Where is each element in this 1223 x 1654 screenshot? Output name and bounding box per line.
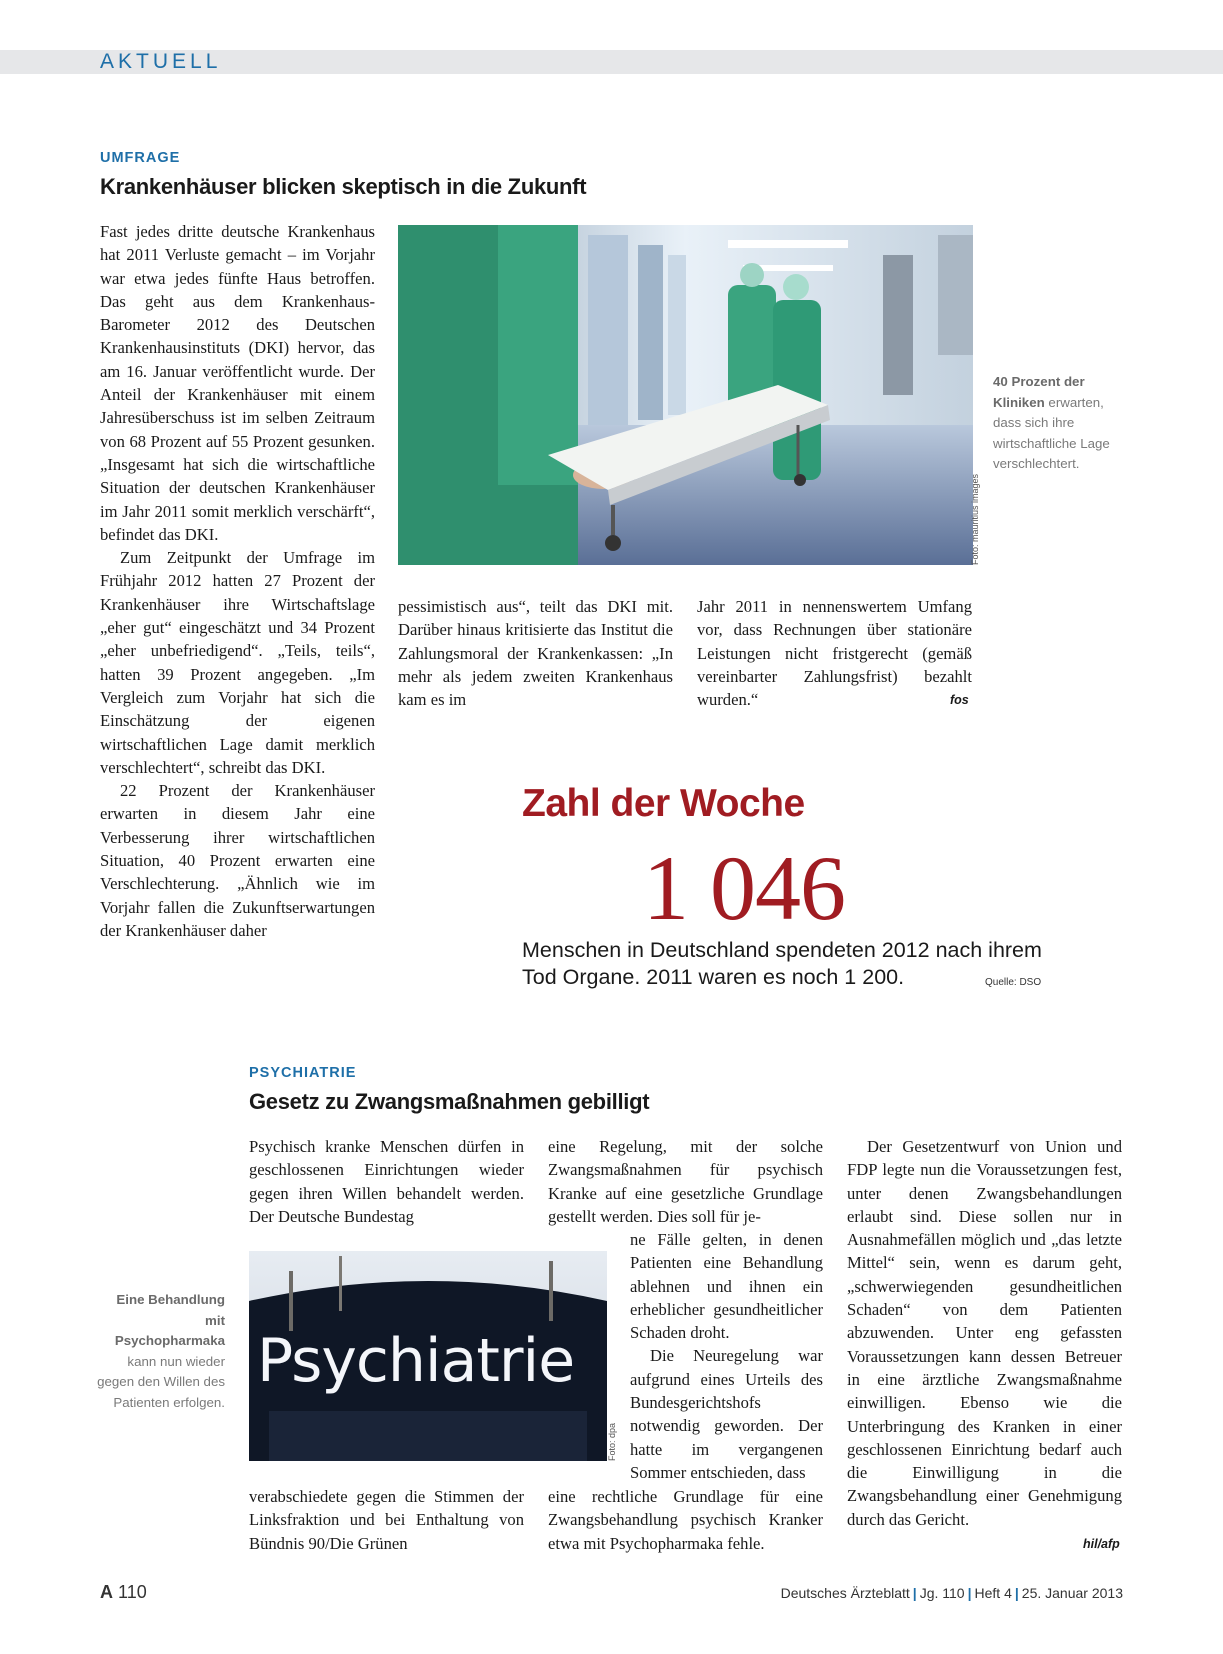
article2-col1-top [249,1135,524,1228]
article2-col3 [847,1135,1122,1531]
psychiatrie-sign-image [249,1251,607,1461]
journal-info [781,1585,1123,1601]
article2-paragraph: verabschiedete gegen die Stimmen der Linksfraktion und bei Enthaltung von Bündnis 90/Die Grünen [249,1487,524,1553]
article2-paragraph: eine rechtliche Grundlage für eine Zwangsbehandlung psychisch Kranker etwa mit Psychopharmaka fehle. [548,1487,823,1553]
section-label: AKTUELL [100,50,222,73]
article2-kicker: PSYCHIATRIE [249,1065,357,1081]
article1-title: Krankenhäuser blicken skeptisch in die Zukunft [100,174,587,199]
page-number-value: 110 [118,1582,147,1602]
caption-bold: 40 Prozent der Kliniken [993,374,1085,410]
psychiatrie-sign-text: Psychiatrie [257,1326,575,1396]
publication-date: 25. Januar 2013 [1021,1585,1123,1601]
photo-credit: Foto: dpa [607,1422,617,1461]
article1-col3 [697,595,972,711]
article2-paragraph: Psychisch kranke Menschen dürfen in geschlossenen Einrichtungen wieder gegen ihren Willen behandelt werden. Der Deutsche Bundestag [249,1137,524,1226]
article1-signature: fos [950,693,969,707]
article1-kicker: UMFRAGE [100,150,181,166]
article2-paragraph: Die Neuregelung war aufgrund eines Urteils des Bundesgerichtshofs notwendig geworden. Der hatte im vergangenen Sommer entschieden, dass [630,1346,823,1482]
article2-title: Gesetz zu Zwangsmaßnahmen gebilligt [249,1089,650,1114]
article1-paragraph: Zum Zeitpunkt der Umfrage im Frühjahr 2012 hatten 27 Prozent der Krankenhäuser ihre Wirtschaftslage „eher gut“ eingeschätzt und 34 Prozent „eher unbefriedigend“. „Teils, teils“, hatten 39 Prozent angegeben. „Im Vergleich zum Vorjahr hat sich die Einschätzung der eigenen wirtschaftlichen Lage damit merklich verschlechtert“, schreibt das DKI. [100,548,375,777]
article2-paragraph: eine Regelung, mit der solche Zwangsmaßnahmen für psychisch Kranke auf eine gesetzliche Grundlage gestellt werden. Dies soll für je- [548,1137,823,1226]
article1-paragraph: Fast jedes dritte deutsche Krankenhaus hat 2011 Verluste gemacht – im Vorjahr war etwa jedes fünfte Haus betroffen. Das geht aus dem Krankenhaus-Barometer 2012 des Deutschen Krankenhausinstituts (DKI) hervor, das am 16. Januar veröffentlicht wurde. Der Anteil der Krankenhäuser mit einem Jahresüberschuss ist im selben Zeitraum von 68 Prozent auf 55 Prozent gesunken. „Insgesamt hat sich die wirtschaftliche Situation der deutschen Krankenhäuser im Jahr 2011 somit merklich verschärft“, befindet das DKI. [100,222,375,544]
article2-signature: hil/afp [1083,1537,1120,1551]
article1-caption [993,372,1123,475]
zahl-der-woche-text: Menschen in Deutschland spendeten 2012 nach ihrem Tod Organe. 2011 waren es noch 1 200. [522,938,1042,989]
article2-col2-top [548,1135,823,1228]
hospital-corridor-image [398,225,973,565]
article2-caption [95,1290,225,1414]
zahl-der-woche-number: 1 046 [643,837,845,939]
photo-credit: Foto: mauritius images [970,473,980,565]
hospital-corridor-photo [398,225,973,565]
page-number [100,1582,147,1603]
article1-col2 [398,595,673,711]
psychiatrie-photo [249,1251,607,1461]
article2-col2-bottom [548,1485,823,1555]
article2-paragraph: Der Gesetzentwurf von Union und FDP legte nun die Voraussetzungen fest, unter denen Zwangsbehandlungen erlaubt sind. Diese sollen nur in Ausnahmefällen möglich und „das letzte Mittel“ sein, wenn es darum geht, „schwerwiegenden gesundheitlichen Schaden“ von dem Patienten abzuwenden. Unter eng gefassten Voraussetzungen kann dessen Betreuer in eine ärztliche Zwangsmaßnahme einwilligen. Ebenso wie die Unterbringung des Kranken in einer geschlossenen Einrichtung bedarf auch die Einwilligung in die Zwangsbehandlung einer Genehmigung durch das Gericht. [847,1137,1122,1529]
journal-name: Deutsches Ärzteblatt [780,1585,910,1601]
page-prefix: A [100,1582,113,1602]
article2-col2-narrow [630,1228,823,1484]
article2-paragraph: ne Fälle gelten, in denen Patienten eine Behandlung ablehnen und ihnen ein erheblicher gesundheitlicher Schaden droht. [630,1230,823,1343]
separator: | [967,1585,972,1601]
zahl-der-woche-title: Zahl der Woche [522,782,805,825]
issue: Heft 4 [974,1585,1012,1601]
article1-paragraph: 22 Prozent der Krankenhäuser erwarten in diesem Jahr eine Verbesserung ihrer wirtschaftlichen Situation, 40 Prozent erwarten eine Verschlechterung. „Ähnlich wie im Vorjahr fallen die Zukunftserwartungen der Krankenhäuser daher [100,781,375,940]
article2-col1-bottom [249,1485,524,1555]
caption-text: erwarten, dass sich ihre wirtschaftliche Lage verschlechtert. [993,394,1110,472]
volume: Jg. 110 [919,1585,965,1601]
zahl-der-woche-source: Quelle: DSO [985,977,1042,988]
separator: | [912,1585,917,1601]
caption-bold: Eine Behandlung mit Psychopharmaka [114,1292,225,1349]
caption-text: kann nun wieder gegen den Willen des Patienten erfolgen. [97,1353,225,1410]
separator: | [1014,1585,1019,1601]
article1-col1 [100,220,375,942]
article1-paragraph: Jahr 2011 in nennenswertem Umfang vor, dass Rechnungen über stationäre Leistungen nicht fristgerecht (gemäß vereinbarter Zahlungsfrist) bezahlt wurden.“ [697,597,972,710]
article1-paragraph: pessimistisch aus“, teilt das DKI mit. Darüber hinaus kritisierte das Institut die Zahlungsmoral der Krankenkassen: „In mehr als jedem zweiten Krankenhaus kam es im [398,597,673,710]
